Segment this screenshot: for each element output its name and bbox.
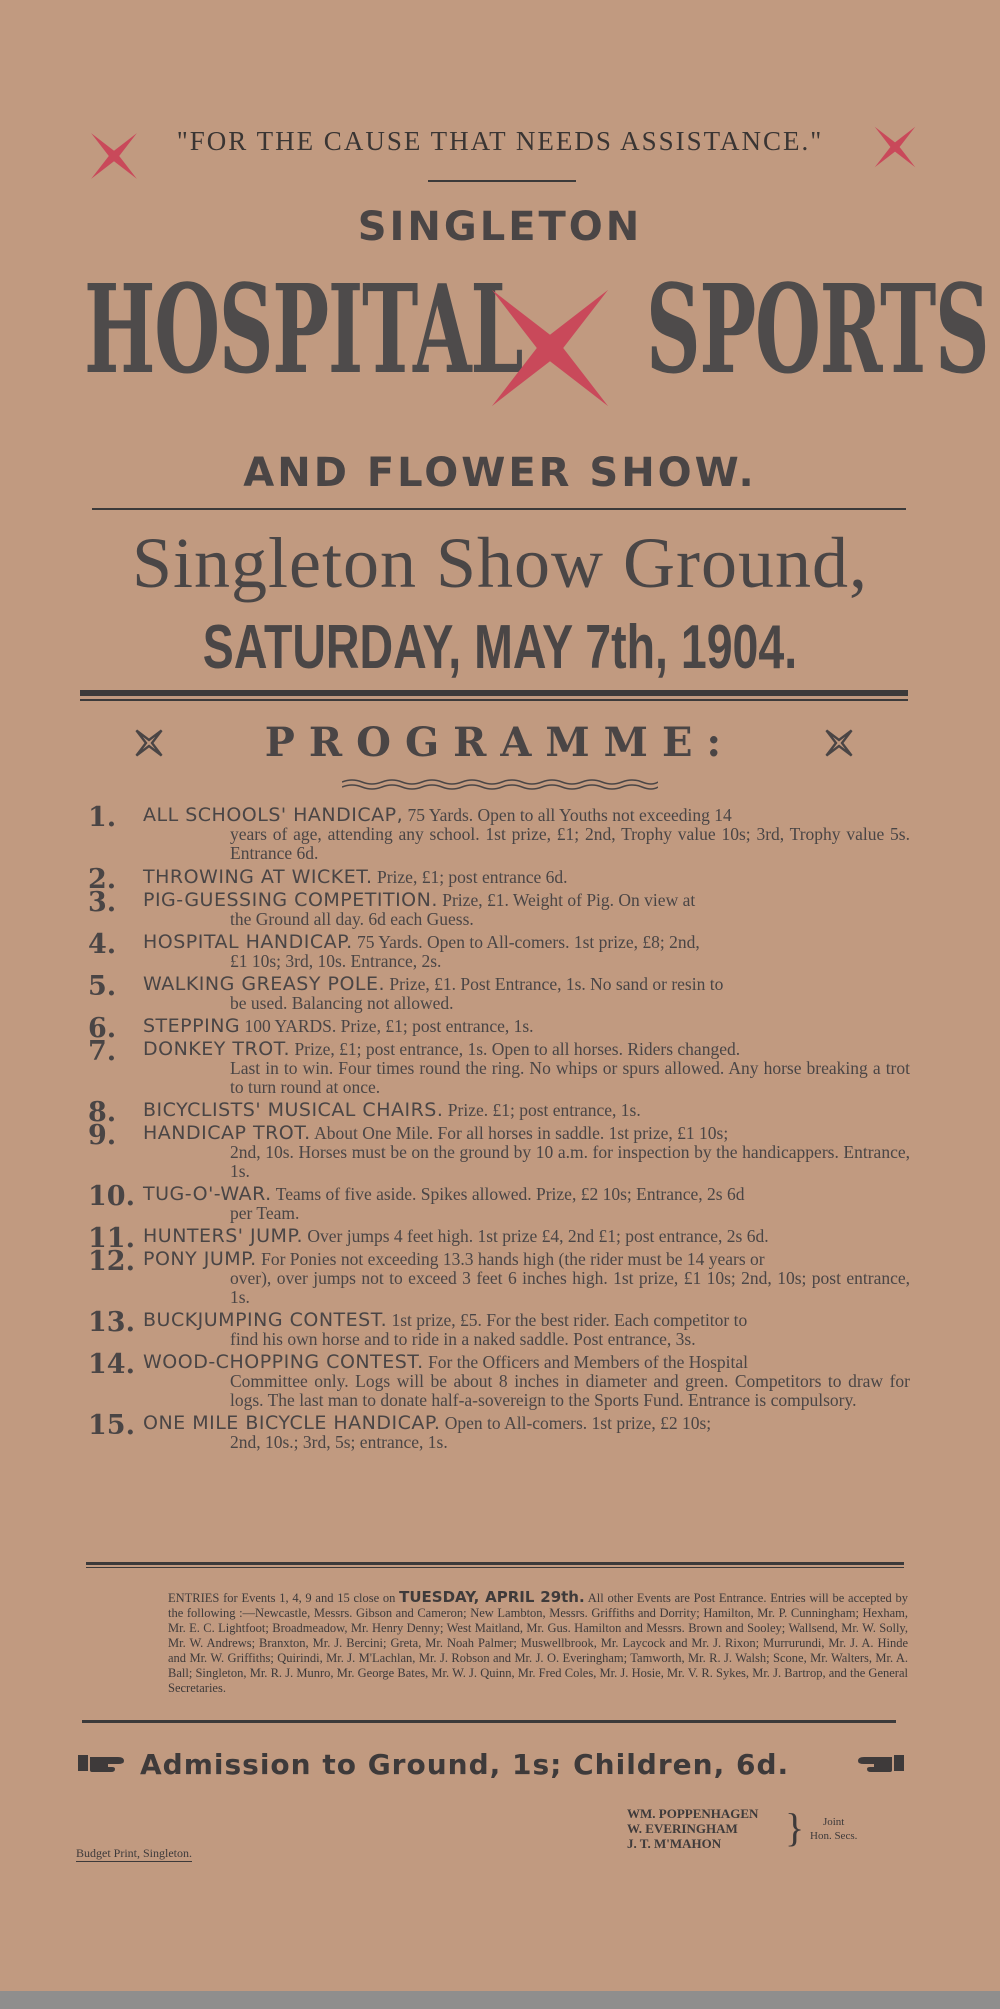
event-title: PIG-GUESSING COMPETITION. <box>143 889 438 911</box>
event-number: 10. <box>88 1181 135 1212</box>
programme-heading: PROGRAMME: <box>264 719 736 766</box>
printer-credit: Budget Print, Singleton. <box>76 1846 193 1860</box>
event-title: ONE MILE BICYCLE HANDICAP. <box>143 1412 441 1434</box>
event-title: ALL SCHOOLS' HANDICAP, <box>143 804 404 826</box>
event-description-cont: Committee only. Logs will be about 8 inches in diameter and green. Competitors to draw for logs. The last man to donate half-a-sovereign to the Sports Fund. Entrance is compulsory. <box>230 1371 910 1410</box>
title-sports: SPORTS <box>646 257 989 401</box>
event-description-cont: 2nd, 10s. Horses must be on the ground by 10 a.m. for inspection by the handicappers. Entrance, 1s. <box>230 1142 910 1181</box>
brace-icon: } <box>785 1805 805 1850</box>
event-text <box>143 1227 910 1246</box>
event-item <box>88 864 910 895</box>
event-description: Teams of five aside. Spikes allowed. Prize, £2 10s; Entrance, 2s 6d <box>271 1184 745 1204</box>
event-description-cont: per Team. <box>230 1203 300 1223</box>
event-description-cont: the Ground all day. 6d each Guess. <box>230 909 474 929</box>
event-text <box>143 1185 910 1223</box>
secretary-name: WM. POPPENHAGEN <box>627 1806 759 1821</box>
event-description-cont: 2nd, 10s.; 3rd, 5s; entrance, 1s. <box>230 1432 448 1452</box>
event-description: 100 YARDS. Prize, £1; post entrance, 1s. <box>240 1016 534 1036</box>
wave-ornament <box>342 778 658 790</box>
event-description: 1st prize, £5. For the best rider. Each competitor to <box>387 1310 748 1330</box>
motto: "FOR THE CAUSE THAT NEEDS ASSISTANCE." <box>176 126 824 156</box>
event-description: Prize, £1; post entrance, 1s. Open to all horses. Riders changed. <box>290 1039 741 1059</box>
event-description: Open to All-comers. 1st prize, £2 10s; <box>440 1413 712 1433</box>
secretaries-list <box>627 1806 758 1851</box>
event-title: DONKEY TROT. <box>143 1038 291 1060</box>
event-number: 3. <box>88 887 117 918</box>
event-title: BUCKJUMPING CONTEST. <box>143 1309 388 1331</box>
pointing-hand-icon <box>78 1751 130 1775</box>
entries-lead: ENTRIES for Events 1, 4, 9 and 15 close on <box>168 1591 396 1605</box>
event-title: HUNTERS' JUMP. <box>143 1225 303 1247</box>
event-description: 75 Yards. Open to all Youths not exceeding 14 <box>403 805 732 825</box>
event-description: Over jumps 4 feet high. 1st prize £4, 2nd £1; post entrance, 2s 6d. <box>302 1226 769 1246</box>
event-item <box>88 1036 910 1097</box>
secretaries-role <box>810 1815 857 1843</box>
event-title: HOSPITAL HANDICAP. <box>143 931 353 953</box>
event-item <box>88 1097 910 1128</box>
event-title: PONY JUMP. <box>143 1248 257 1270</box>
event-description: For the Officers and Members of the Hospital <box>423 1352 749 1372</box>
admission-notice: Admission to Ground, 1s; Children, 6d. <box>140 1748 790 1781</box>
subtitle: AND FLOWER SHOW. <box>243 450 757 496</box>
event-number: 11. <box>88 1223 135 1254</box>
event-number: 7. <box>88 1036 117 1067</box>
event-text <box>143 1040 910 1097</box>
event-text <box>143 1353 910 1410</box>
event-text <box>143 1414 910 1452</box>
event-list <box>88 802 910 1452</box>
event-item <box>88 1246 910 1307</box>
event-text <box>143 806 910 863</box>
divider <box>86 1562 904 1565</box>
event-description-cont: find his own horse and to ride in a naked saddle. Post entrance, 3s. <box>230 1329 696 1349</box>
secretary-name: W. EVERINGHAM <box>627 1821 738 1836</box>
event-description-cont: years of age, attending any school. 1st prize, £1; 2nd, Trophy value 10s; 3rd, Trophy value 5s. Entrance 6d. <box>230 824 910 863</box>
event-number: 5. <box>88 971 117 1002</box>
event-title: BICYCLISTS' MUSICAL CHAIRS. <box>143 1099 444 1121</box>
entries-notice <box>76 1590 908 1696</box>
divider <box>86 1567 904 1568</box>
event-description: Prize, £1. Post Entrance, 1s. No sand or resin to <box>385 974 724 994</box>
event-text <box>143 891 910 929</box>
event-text <box>143 975 910 1013</box>
title-hospital: HOSPITAL <box>84 257 523 401</box>
event-text <box>143 868 910 887</box>
event-number: 6. <box>88 1013 117 1044</box>
cross-icon <box>824 728 854 758</box>
event-description: About One Mile. For all horses in saddle. 1st prize, £1 10s; <box>310 1123 729 1143</box>
event-description: For Ponies not exceeding 13.3 hands high (the rider must be 14 years or <box>256 1249 765 1269</box>
event-text <box>143 1250 910 1307</box>
cross-icon <box>484 282 616 414</box>
divider <box>92 508 906 510</box>
event-description-cont: Last in to win. Four times round the ring. No whips or spurs allowed. Any horse breaking a trot to turn round at once. <box>230 1058 910 1097</box>
event-item <box>88 802 910 863</box>
event-text <box>143 1017 910 1036</box>
event-title: STEPPING <box>143 1015 241 1037</box>
event-item <box>88 971 910 1013</box>
event-item <box>88 1223 910 1254</box>
event-number: 4. <box>88 929 117 960</box>
entries-close-date: TUESDAY, APRIL 29th. <box>399 1588 585 1606</box>
event-number: 2. <box>88 864 117 895</box>
event-number: 9. <box>88 1120 117 1151</box>
event-description-cont: £1 10s; 3rd, 10s. Entrance, 2s. <box>230 951 442 971</box>
event-description: 75 Yards. Open to All-comers. 1st prize, £8; 2nd, <box>352 932 700 952</box>
event-item <box>88 1307 910 1349</box>
venue: Singleton Show Ground, <box>131 523 869 603</box>
event-title: HANDICAP TROT. <box>143 1122 311 1144</box>
event-number: 14. <box>88 1349 135 1380</box>
event-number: 15. <box>88 1410 135 1441</box>
event-date: SATURDAY, MAY 7th, 1904. <box>202 613 798 682</box>
event-item <box>88 1120 910 1181</box>
event-description-cont: over), over jumps not to exceed 3 feet 6 inches high. 1st prize, £1 10s; 2nd, 10s; post entrance, 1s. <box>230 1268 910 1307</box>
divider <box>80 690 908 696</box>
event-number: 12. <box>88 1246 135 1277</box>
event-title: TUG-O'-WAR. <box>143 1183 272 1205</box>
event-description-cont: be used. Balancing not allowed. <box>230 993 454 1013</box>
event-item <box>88 1181 910 1223</box>
event-item <box>88 1013 910 1044</box>
event-text <box>143 933 910 971</box>
divider <box>82 1720 896 1723</box>
town-name: SINGLETON <box>357 204 643 250</box>
event-description: Prize, £1. Weight of Pig. On view at <box>437 890 696 910</box>
event-text <box>143 1124 910 1181</box>
secretary-name: J. T. M'MAHON <box>627 1836 722 1851</box>
event-item <box>88 1349 910 1410</box>
event-number: 8. <box>88 1097 117 1128</box>
event-number: 1. <box>88 802 117 833</box>
divider <box>428 180 576 182</box>
divider <box>80 699 908 701</box>
role-line: Hon. Secs. <box>810 1830 858 1842</box>
event-description: Prize, £1; post entrance 6d. <box>372 867 568 887</box>
event-number: 13. <box>88 1307 135 1338</box>
entries-rest: All other Events are Post Entrance. Entries will be accepted by the following :—Newcastle, Messrs. Gibson and Cameron; New Lambton, Messrs. Griffiths and Dorrity; Hamilton, Mr. P. Cunningham; Hexham, Mr. E. C. Lightfoot; Broadmeadow, Mr. Henry Denny; West Maitland, Mr. Gus. Hamilton and Messrs. Brown and Sooley; Wallsend, Mr. W. Solly, Mr. W. Andrews; Branxton, Mr. J. Bercini; Greta, Mr. Noah Palmer; Muswellbrook, Mr. Laycock and Mr. J. Rixon; Murrurundi, Mr. J. A. Hinde and Mr. W. Griffiths; Quirindi, Mr. J. M'Lachlan, Mr. J. Robson and Mr. J. O. Everingham; Tamworth, Mr. R. J. Walsh; Scone, Mr. Walters, Mr. A. Ball; Singleton, Mr. R. J. Munro, Mr. George Bates, Mr. W. J. Quinn, Mr. Fred Coles, Mr. J. Hosie, Mr. V. R. Sykes, Mr. J. Bartrop, and the General Secretaries. <box>168 1591 909 1695</box>
event-title: WALKING GREASY POLE. <box>143 973 386 995</box>
role-line: Joint <box>822 1816 845 1828</box>
event-item <box>88 929 910 971</box>
event-item <box>88 887 910 929</box>
event-text <box>143 1101 910 1120</box>
pointing-hand-icon <box>850 1751 906 1775</box>
event-description: Prize. £1; post entrance, 1s. <box>443 1100 641 1120</box>
event-title: THROWING AT WICKET. <box>143 866 373 888</box>
event-item <box>88 1410 910 1452</box>
event-title: WOOD-CHOPPING CONTEST. <box>143 1351 424 1373</box>
event-text <box>143 1311 910 1349</box>
